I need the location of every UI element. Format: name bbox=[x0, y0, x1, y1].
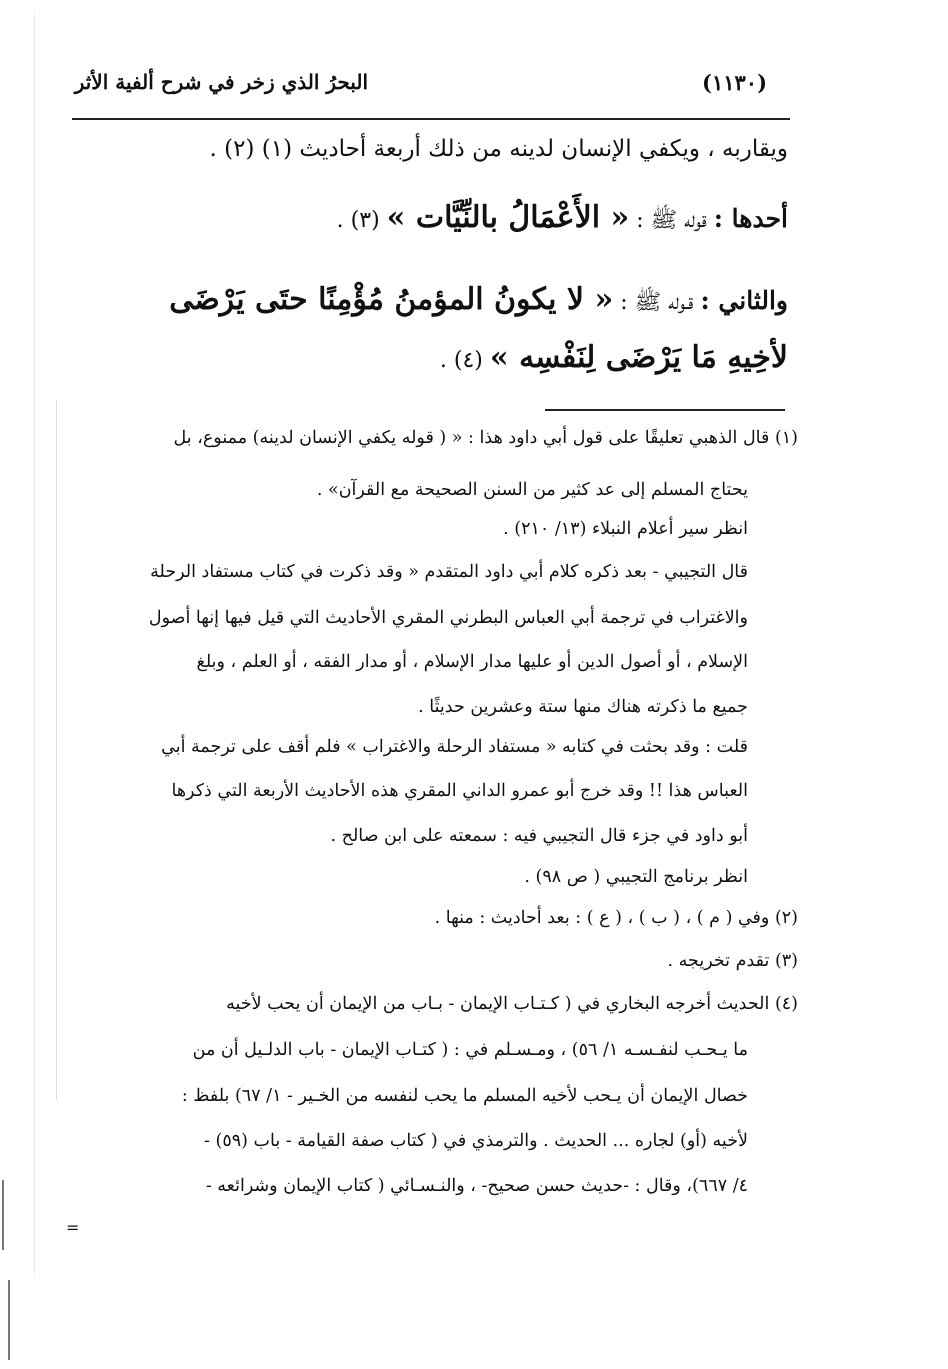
footnote-line bbox=[193, 1040, 748, 1060]
first-hadith-line bbox=[337, 200, 788, 238]
page-number: (١١٣٠) bbox=[702, 70, 767, 95]
footnote-text: العباس هذا !! وقد خرج أبو عمرو الداني المقري هذه الأحاديث الأربعة التي ذكرها bbox=[171, 781, 748, 801]
footnote-text: قال التجيبي - بعد ذكره كلام أبي داود المتقدم « وقد ذكرت في كتاب مستفاد الرحلة bbox=[150, 562, 748, 582]
second-hadith-line-2 bbox=[440, 340, 788, 375]
first-hadith-intro: قوله ﷺ : bbox=[636, 208, 707, 233]
footnote-line bbox=[524, 867, 748, 887]
footnote-line bbox=[418, 697, 748, 717]
first-hadith-label: أحدها : bbox=[713, 204, 788, 233]
footnote-text: قلت : وقد بحثت في كتابه « مستفاد الرحلة والاغتراب » فلم أقف على ترجمة أبي bbox=[161, 737, 748, 757]
scan-dotted-line bbox=[56, 400, 57, 1100]
second-hadith-line bbox=[169, 282, 788, 320]
first-hadith-text: « الأَعْمَالُ بالنِّيَّات » bbox=[386, 200, 630, 235]
footnote-line bbox=[206, 1176, 748, 1196]
footnote-divider bbox=[545, 409, 785, 411]
footnote-text: تقدم تخريجه . bbox=[667, 951, 770, 971]
scan-edge-mark bbox=[2, 1180, 4, 1250]
running-header-title: البحرُ الذي زخر في شرح ألفية الأثر bbox=[74, 70, 368, 94]
footnote-text: الحديث أخرجه البخاري في ( كـتـاب الإيمان - بـاب من الإيمان أن يحب لأخيه bbox=[226, 994, 770, 1014]
footnote-text: الإسلام ، أو أصول الدين أو عليها مدار الإسلام ، أو مدار الفقه ، أو العلم ، وبلغ bbox=[196, 652, 748, 672]
second-hadith-text-1: « لا يكونُ المؤمنُ مُؤْمِنًا حتَى يَرْضَى bbox=[169, 282, 614, 317]
footnote-line bbox=[204, 1131, 748, 1151]
footnote-text: والاغتراب في ترجمة أبي العباس البطرني المقري الأحاديث التي قيل فيها إنها أصول bbox=[148, 608, 748, 628]
footnote-text: خصال الإيمان أن يـحب لأخيه المسلم ما يحب لنفسه من الخـير - ١/ ٦٧) بلفظ : bbox=[181, 1086, 748, 1106]
footnote-text: قال الذهبي تعليقًا على قول أبي داود هذا : « ( قوله يكفي الإنسان لدينه) ممنوع، بل bbox=[173, 428, 770, 448]
footnote-text: يحتاج المسلم إلى عد كثير من السنن الصحيحة مع القرآن» . bbox=[316, 480, 748, 500]
header-divider bbox=[72, 118, 790, 120]
footnote-number: (٤) bbox=[774, 994, 798, 1014]
footnote-line bbox=[171, 781, 748, 801]
footnote-line bbox=[174, 428, 798, 448]
scan-edge-mark bbox=[8, 1280, 10, 1360]
footnote-number: (١) bbox=[774, 428, 798, 448]
footnote-line bbox=[197, 652, 748, 672]
footnote-text: وفي ( م ) ، ( ب ) ، ( ع ) : بعد أحاديث : منها . bbox=[434, 908, 770, 928]
footnote-line bbox=[182, 1086, 748, 1106]
footnote-text: لأخيه (أو) لجاره ... الحديث . والترمذي في ( كتاب صفة القيامة - باب (٥٩) - bbox=[204, 1131, 748, 1151]
footnote-text: ما يـحـب لنفـسـه ١/ ٥٦) ، ومـسـلم في : ( كتـاب الإيمان - باب الدلـيل أن من bbox=[192, 1040, 748, 1060]
second-hadith-text-2: لأخِيهِ مَا يَرْضَى لِنَفْسِه » bbox=[489, 340, 788, 375]
footnote-line bbox=[331, 826, 748, 846]
footnote-line bbox=[149, 608, 748, 628]
footnote-line bbox=[317, 480, 748, 500]
footnote-text: جميع ما ذكرته هناك منها ستة وعشرين حديثًا . bbox=[418, 697, 748, 717]
footnote-text: ٤/ ٦٦٧)، وقال : -حديث حسن صحيح- ، والنـسـائي ( كتاب الإيمان وشرائعه - bbox=[205, 1176, 748, 1196]
footnote-text: انظر سير أعلام النبلاء (١٣/ ٢١٠) . bbox=[503, 519, 748, 539]
first-hadith-footnote-ref: (٣) . bbox=[336, 208, 380, 233]
second-hadith-label: والثاني : bbox=[700, 286, 788, 315]
footnote-line bbox=[435, 908, 798, 928]
main-text-line-1: ويقاربه ، ويكفي الإنسان لدينه من ذلك أربعة أحاديث (١) (٢) . bbox=[209, 136, 788, 162]
footnote-line bbox=[161, 737, 748, 757]
second-hadith-footnote-ref: (٤) . bbox=[439, 348, 483, 373]
footnote-line bbox=[226, 994, 798, 1014]
footnote-line bbox=[668, 951, 798, 971]
footnote-number: (٢) bbox=[774, 908, 798, 928]
footnote-line bbox=[503, 519, 748, 539]
footnote-text: انظر برنامج التجيبي ( ص ٩٨) . bbox=[524, 867, 748, 887]
footnote-number: (٣) bbox=[774, 951, 798, 971]
footnote-line bbox=[150, 562, 748, 582]
footnote-text: أبو داود في جزء قال التجيبي فيه : سمعته على ابن صالح . bbox=[330, 826, 748, 846]
scan-dotted-line bbox=[34, 14, 35, 1274]
second-hadith-intro: قـوله ﷺ : bbox=[620, 290, 694, 315]
margin-mark: = bbox=[66, 1218, 80, 1237]
